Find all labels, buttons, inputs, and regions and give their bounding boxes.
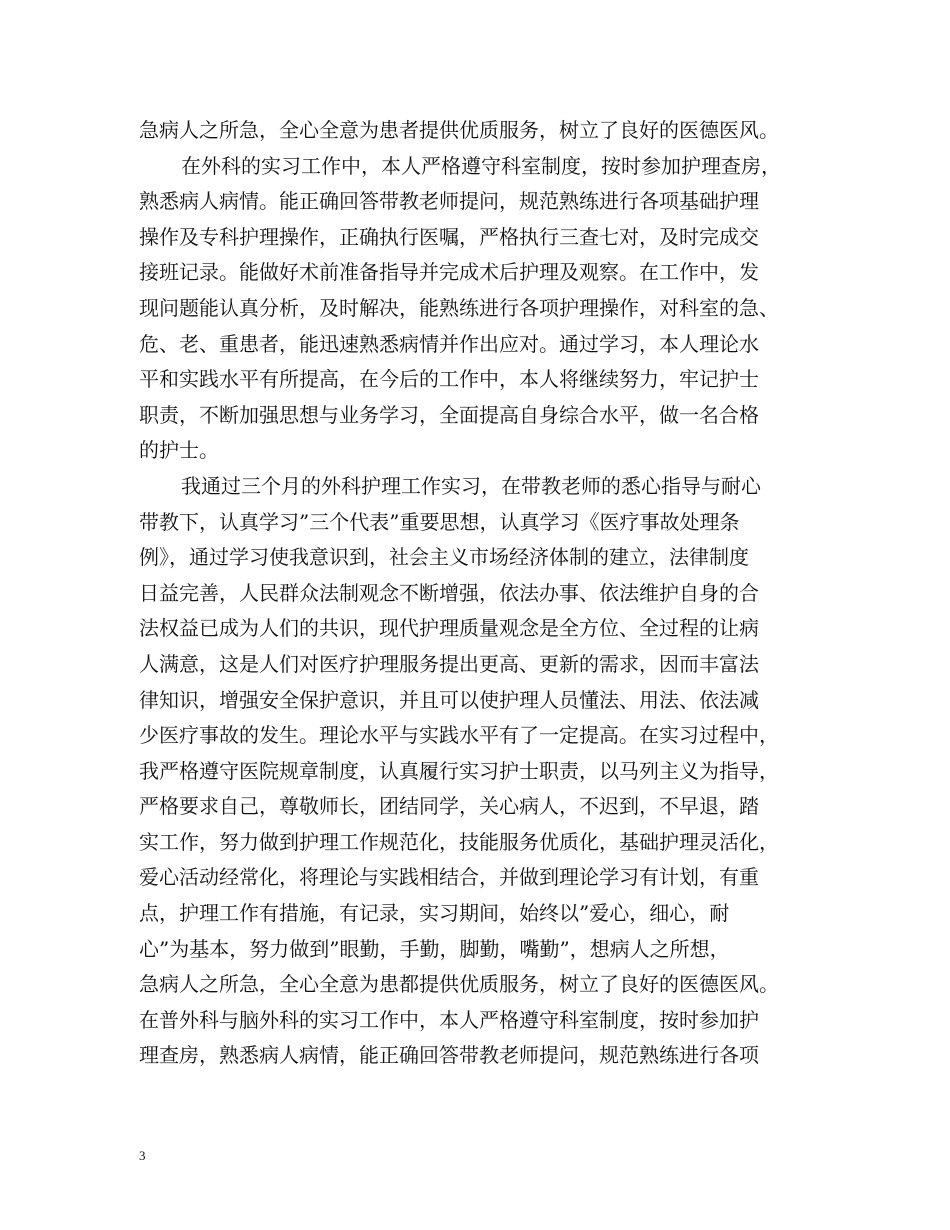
text-line: 急病人之所急，全心全意为患者提供优质服务，树立了良好的医德医风。 — [139, 118, 779, 142]
text-line: 平和实践水平有所提高，在今后的工作中，本人将继续努力，牢记护士 — [139, 367, 759, 392]
text-line: 日益完善，人民群众法制观念不断增强，依法办事、依法维护自身的合 — [139, 580, 759, 605]
text-line: 实工作，努力做到护理工作规范化，技能服务优质化，基础护理灵活化， — [139, 829, 779, 854]
text-line: 律知识，增强安全保护意识，并且可以使护理人员懂法、用法、依法减 — [139, 687, 759, 712]
text-line: 爱心活动经常化，将理论与实践相结合，并做到理论学习有计划，有重 — [139, 865, 759, 890]
text-line: 法权益已成为人们的共识，现代护理质量观念是全方位、全过程的让病 — [139, 616, 759, 641]
text-line: 职责，不断加强思想与业务学习，全面提高自身综合水平，做一名合格 — [139, 402, 759, 427]
text-line: 接班记录。能做好术前准备指导并完成术后护理及观察。在工作中，发 — [139, 260, 759, 285]
text-line: 的护士。 — [139, 438, 219, 463]
text-line: 危、老、重患者，能迅速熟悉病情并作出应对。通过学习，本人理论水 — [139, 331, 759, 356]
text-line: 操作及专科护理操作，正确执行医嘱，严格执行三查七对，及时完成交 — [139, 224, 759, 249]
text-line: 人满意，这是人们对医疗护理服务提出更高、更新的需求，因而丰富法 — [139, 651, 759, 676]
body-text — [139, 113, 829, 1074]
text-line: 熟悉病人病情。能正确回答带教老师提问，规范熟练进行各项基础护理 — [139, 189, 759, 214]
text-line: 我通过三个月的外科护理工作实习，在带教老师的悉心指导与耐心 — [181, 473, 761, 498]
text-line: 例》，通过学习使我意识到，社会主义市场经济体制的建立，法律制度 — [139, 545, 749, 570]
text-line: 我严格遵守医院规章制度，认真履行实习护士职责，以马列主义为指导， — [139, 758, 779, 783]
text-line: 带教下，认真学习”三个代表”重要思想，认真学习《医疗事故处理条 — [139, 509, 740, 534]
text-line: 在外科的实习工作中，本人严格遵守科室制度，按时参加护理查房， — [181, 153, 781, 178]
text-line: 急病人之所急，全心全意为患都提供优质服务，树立了良好的医德医风。 — [139, 972, 779, 997]
page-number: 3 — [139, 1148, 146, 1163]
text-line: 点，护理工作有措施，有记录，实习期间，始终以”爱心，细心，耐 — [139, 901, 730, 926]
text-line: 理查房，熟悉病人病情，能正确回答带教老师提问，规范熟练进行各项 — [139, 1043, 759, 1068]
text-line: 心”为基本，努力做到”眼勤，手勤，脚勤，嘴勤”，想病人之所想， — [139, 936, 730, 961]
text-line: 在普外科与脑外科的实习工作中，本人严格遵守科室制度，按时参加护 — [139, 1007, 759, 1032]
text-line: 少医疗事故的发生。理论水平与实践水平有了一定提高。在实习过程中， — [139, 723, 779, 748]
text-line: 严格要求自己，尊敬师长，团结同学，关心病人，不迟到，不早退，踏 — [139, 794, 759, 819]
text-line: 现问题能认真分析，及时解决，能熟练进行各项护理操作，对科室的急、 — [139, 295, 779, 320]
